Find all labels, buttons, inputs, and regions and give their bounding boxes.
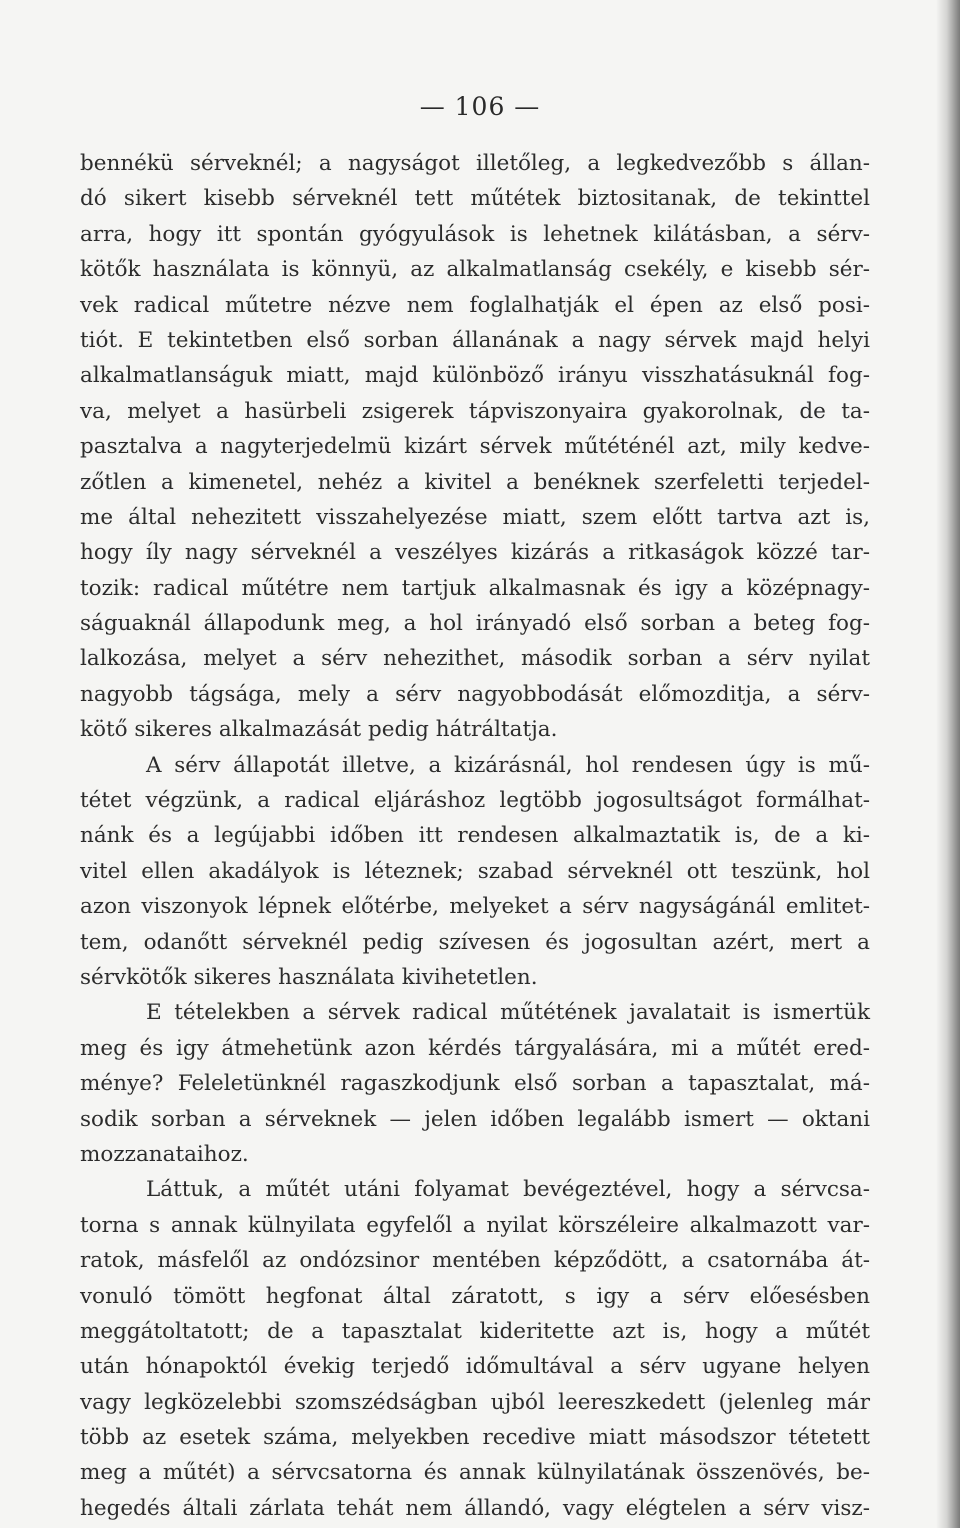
text-line: A sérv állapotát illetve, a kizárásnál, hol rendesen úgy is mű-: [146, 752, 870, 778]
text-line: lalkozása, melyet a sérv nehezithet, második sorban a sérv nyilat: [80, 646, 870, 672]
text-line: ratok, másfelől az ondózsinor mentében képződött, a csatornába át-: [80, 1248, 870, 1274]
text-line: nagyobb tágsága, mely a sérv nagyobbodását előmozditja, a sérv-: [80, 681, 870, 707]
text-line: meggátoltatott; de a tapasztalat kideritette azt is, hogy a műtét: [80, 1318, 870, 1344]
text-line: kötő sikeres alkalmazását pedig hátráltatja.: [80, 717, 558, 743]
text-line: hogy íly nagy sérveknél a veszélyes kizárás a ritkaságok közzé tar-: [80, 540, 870, 566]
body-text: [80, 146, 870, 1526]
text-line: vagy legközelebbi szomszédságban ujból leereszkedett (jelenleg már: [80, 1389, 870, 1415]
text-line: azon viszonyok lépnek előtérbe, melyeket a sérv nagyságánál emlitet-: [80, 894, 870, 920]
text-line: hegedés általi zárlata tehát nem állandó, vagy elégtelen a sérv visz-: [80, 1495, 870, 1521]
text-line: meg és igy átmehetünk azon kérdés tárgyalására, mi a műtét ered-: [80, 1035, 870, 1061]
text-line: E tételekben a sérvek radical műtétének javalatait is ismertük: [146, 1000, 870, 1026]
text-line: után hónapoktól évekig terjedő időmultával a sérv ugyane helyen: [80, 1354, 870, 1380]
text-line: pasztalva a nagyterjedelmü kizárt sérvek műtéténél azt, mily kedve-: [80, 434, 870, 460]
text-line: tétet végzünk, a radical eljáráshoz legtöbb jogosultságot formálhat-: [80, 788, 870, 814]
text-line: vitel ellen akadályok is léteznek; szabad sérveknél ott teszünk, hol: [80, 858, 870, 884]
text-line: tiót. E tekintetben első sorban állanának a nagy sérvek majd helyi: [80, 327, 870, 353]
text-line: ságuaknál állapodunk meg, a hol irányadó első sorban a beteg fog-: [80, 611, 870, 637]
text-line: ménye? Feleletünknél ragaszkodjunk első sorban a tapasztalat, má-: [80, 1071, 870, 1097]
text-line: vek radical műtetre nézve nem foglalhatják el épen az első posi-: [80, 292, 870, 318]
text-line: sérvkötők sikeres használata kivihetetlen.: [80, 964, 538, 990]
text-line: arra, hogy itt spontán gyógyulások is lehetnek kilátásban, a sérv-: [80, 221, 870, 247]
text-line: sodik sorban a sérveknek — jelen időben legalább ismert — oktani: [80, 1106, 870, 1132]
text-line: tem, odanőtt sérveknél pedig szívesen és jogosultan azért, mert a: [80, 929, 870, 955]
text-line: bennékü sérveknél; a nagyságot illetőleg, a legkedvezőbb s állan-: [80, 151, 870, 176]
page-edge-shadow: [936, 0, 960, 1528]
text-line: vonuló tömött hegfonat által záratott, s igy a sérv előesésben: [80, 1283, 870, 1309]
page-number: — 106 —: [419, 92, 541, 121]
text-line: nánk és a legújabbi időben itt rendesen alkalmaztatik is, de a ki-: [80, 823, 870, 849]
text-line: zőtlen a kimenetel, nehéz a kivitel a benéknek szerfeletti terjedel-: [80, 469, 870, 495]
text-line: tozik: radical műtétre nem tartjuk alkalmasnak és igy a középnagy-: [80, 575, 870, 601]
text-line: Láttuk, a műtét utáni folyamat bevégeztével, hogy a sérvcsa-: [146, 1177, 870, 1203]
text-line: kötők használata is könnyü, az alkalmatlanság csekély, e kisebb sér-: [80, 257, 870, 283]
text-line: torna s annak külnyilata egyfelől a nyilat körszéleire alkalmazott var-: [80, 1212, 870, 1238]
text-line: va, melyet a hasürbeli zsigerek tápviszonyaira gyakorolnak, de ta-: [80, 398, 870, 424]
text-line: alkalmatlanságuk miatt, majd különböző irányu visszhatásuknál fog-: [80, 363, 870, 389]
text-line: me által nehezitett visszahelyezése miatt, szem előtt tartva azt is,: [80, 504, 870, 530]
text-line: dó sikert kisebb sérveknél tett műtétek biztositanak, de tekinttel: [80, 186, 870, 212]
text-line: több az esetek száma, melyekben recedive miatt másodszor tétetett: [80, 1425, 870, 1451]
text-line: meg a műtét) a sérvcsatorna és annak külnyilatának összenövés, be-: [80, 1460, 870, 1486]
text-line: mozzanataihoz.: [80, 1141, 249, 1167]
